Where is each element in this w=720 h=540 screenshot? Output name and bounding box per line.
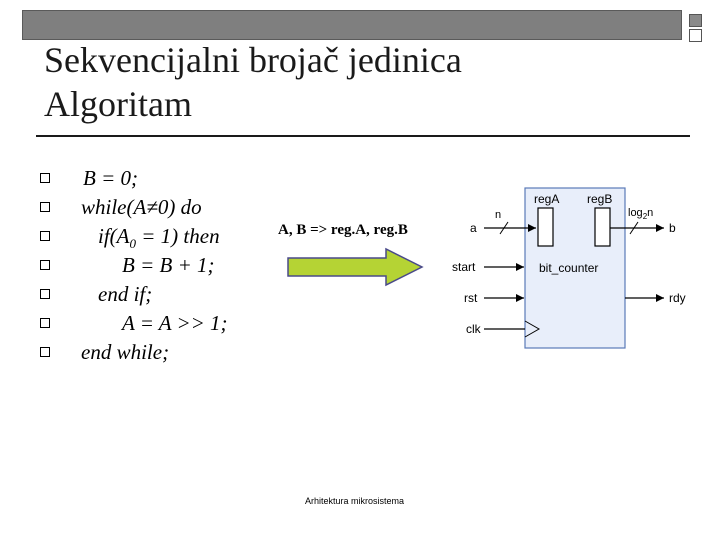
title-line-1: Sekvencijalni brojač jedinica	[44, 40, 462, 80]
code-text: B = 0;	[83, 166, 138, 190]
bullet-icon	[40, 173, 50, 183]
bullet-icon	[40, 231, 50, 241]
bus-in-label: n	[495, 209, 502, 221]
slide-title	[44, 38, 462, 126]
code-text: B = B + 1;	[122, 253, 215, 277]
bullet-icon	[40, 202, 50, 212]
code-subscript: 0	[129, 236, 136, 252]
bus-out-sub: 2	[642, 212, 648, 221]
input-rst-arrowhead	[516, 294, 524, 302]
code-if-start: if(A	[98, 224, 130, 248]
input-start-label: start	[452, 260, 476, 274]
code-text: end while;	[81, 340, 170, 364]
reg-a-label: regA	[534, 192, 560, 206]
bullet-icon	[40, 289, 50, 299]
top-bar	[22, 10, 682, 40]
input-start-arrowhead	[516, 263, 524, 271]
reg-b-label: regB	[587, 192, 613, 206]
bullet-icon	[40, 260, 50, 270]
bit-counter-diagram	[444, 182, 704, 354]
output-rdy-arrowhead	[656, 294, 664, 302]
title-underline	[36, 135, 690, 137]
title-line-2: Algoritam	[44, 84, 192, 124]
right-arrow-icon	[286, 247, 426, 287]
arrow-label: A, B => reg.A, reg.B	[278, 222, 408, 238]
bullet-icon	[40, 347, 50, 357]
corner-square-top	[689, 14, 702, 27]
input-a-label: a	[470, 221, 477, 235]
code-if-tail: = 1) then	[136, 224, 220, 248]
code-text: A = A >> 1;	[122, 311, 228, 335]
corner-square-bottom	[689, 29, 702, 42]
code-text: end if;	[98, 282, 153, 306]
output-b-label: b	[669, 221, 676, 235]
output-rdy-label: rdy	[669, 291, 686, 305]
reg-b-box	[595, 208, 610, 246]
bus-out-label	[628, 207, 653, 221]
bullet-icon	[40, 318, 50, 328]
arrow-shape	[288, 249, 422, 285]
reg-a-box	[538, 208, 553, 246]
footer-text: Arhitektura mikrosistema	[305, 496, 405, 506]
output-b-arrowhead	[656, 224, 664, 232]
code-text: while(A≠0) do	[81, 195, 202, 219]
input-rst-label: rst	[464, 291, 478, 305]
input-clk-label: clk	[466, 322, 481, 336]
bus-out-n: n	[647, 207, 654, 219]
block-name-label: bit_counter	[539, 261, 599, 275]
bus-out-log: log	[628, 207, 643, 219]
